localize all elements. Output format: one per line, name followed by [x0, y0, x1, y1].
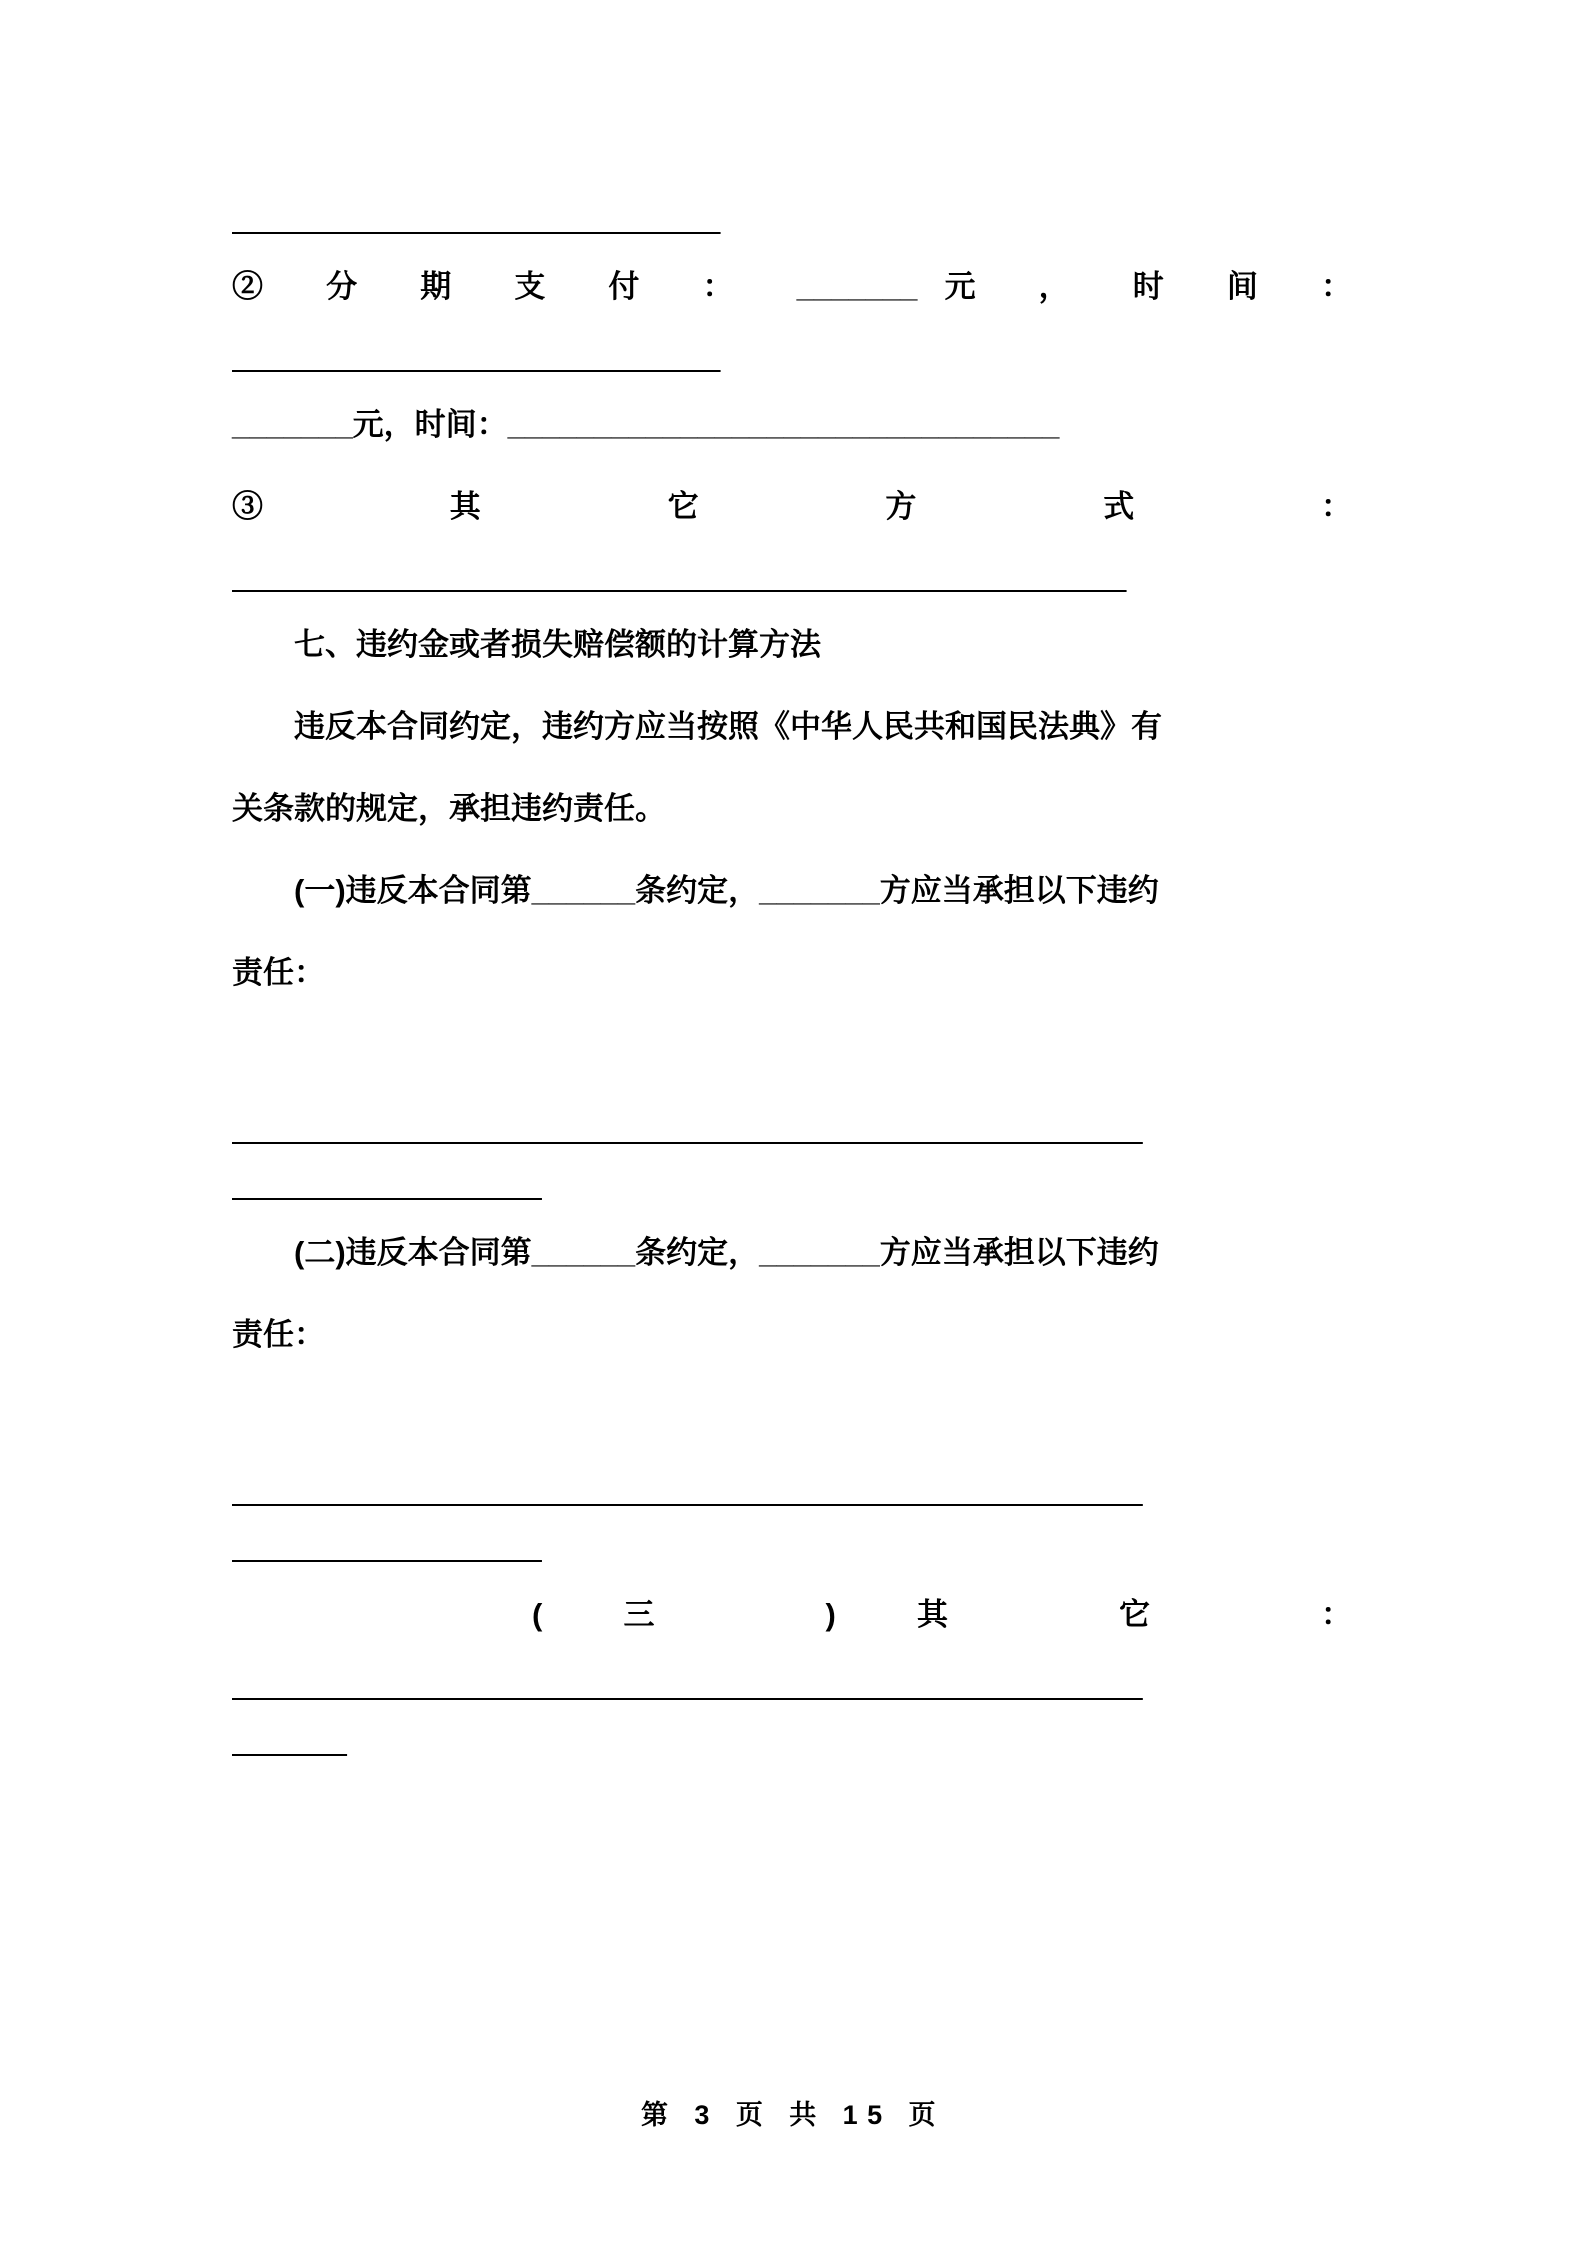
fill-in-rule: ______________________________ [232, 338, 720, 373]
fill-in-rule: ___________________ [232, 1528, 541, 1563]
fill-in-rule: _______ [232, 1722, 346, 1757]
page-number-label: 第 3 页 共 15 页 [641, 2100, 945, 2130]
clause-two-line1: (二)违反本合同第______条约定，_______方应当承担以下违约 [294, 1235, 1159, 1270]
section-heading-seven: 七、违约金或者损失赔偿额的计算方法 [294, 627, 821, 662]
payment-option-other: ③ 其 它 方 式 ： [232, 489, 1352, 524]
payment-installment-second: _______元，时间：________________________________ [232, 407, 1060, 442]
blank-writing-space [232, 1014, 1352, 1100]
document-body [232, 190, 1352, 1768]
clause-two-line2: 责任： [232, 1317, 325, 1352]
section-seven-paragraph-line2: 关条款的规定，承担违约责任。 [232, 791, 666, 826]
fill-in-rule: ___________________ [232, 1166, 541, 1201]
fill-in-rule: _______________________________________________________ [232, 558, 1126, 593]
page-footer [0, 2093, 1586, 2132]
fill-in-rule: ________________________________________________________ [232, 1666, 1142, 1701]
fill-in-rule: ________________________________________________________ [232, 1472, 1142, 1507]
fill-in-rule: ________________________________________________________ [232, 1110, 1142, 1145]
clause-one-line1: (一)违反本合同第______条约定，_______方应当承担以下违约 [294, 873, 1159, 908]
payment-option-installment: ② 分 期 支 付 ： _______元 ， 时 间 ： [232, 269, 1352, 304]
clause-one-line2: 责任： [232, 955, 325, 990]
clause-three: (三 )其 它 ： [532, 1597, 1352, 1632]
blank-writing-space [232, 1376, 1352, 1462]
section-seven-paragraph-line1: 违反本合同约定，违约方应当按照《中华人民共和国民法典》有 [294, 709, 1162, 744]
fill-in-rule: ______________________________ [232, 200, 720, 235]
